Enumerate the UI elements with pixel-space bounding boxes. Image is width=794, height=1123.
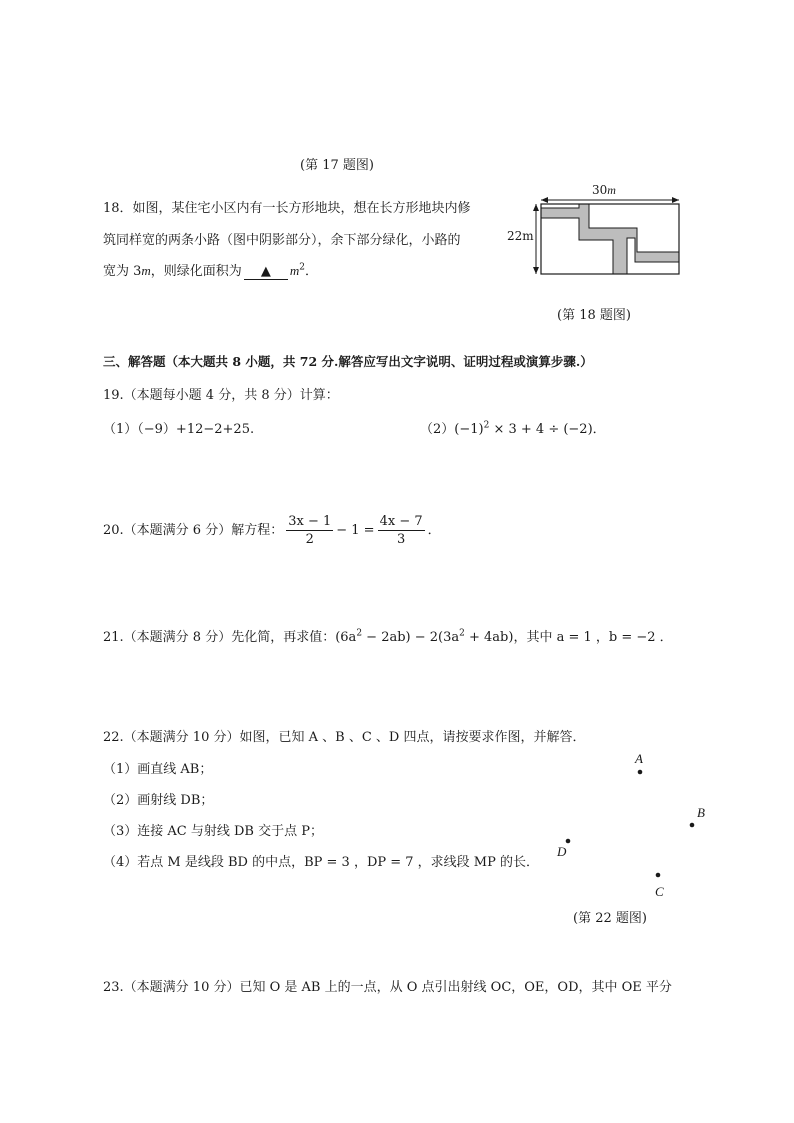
- width-arrow-right: [672, 197, 679, 203]
- q18-line2: 筑同样宽的两条小路（图中阴影部分），余下部分绿化，小路的: [103, 233, 461, 248]
- figure-17-caption: (第 17 题图): [300, 158, 374, 173]
- q18-area-unit: m: [289, 263, 300, 278]
- height-arrow-bottom: [533, 267, 539, 274]
- point-d-dot: [566, 839, 571, 844]
- figure-18-caption: (第 18 题图): [557, 308, 631, 323]
- q20-fraction-left: [286, 514, 333, 547]
- q18-figure: [527, 192, 687, 278]
- q18-period: ．: [304, 264, 318, 279]
- point-c-label: C: [655, 884, 664, 899]
- q19-part2-exponent: 2: [483, 420, 490, 431]
- q20-stem: 20.（本题满分 6 分）解方程：: [103, 523, 284, 538]
- point-b-label: B: [697, 805, 705, 820]
- q20-equation: [103, 514, 441, 547]
- q18-area-exponent: 2: [299, 262, 305, 273]
- q22-step2: （2）画射线 DB；: [103, 793, 214, 808]
- point-a-dot: [638, 770, 643, 775]
- height-arrow-top: [533, 204, 539, 211]
- path-edge-1: [541, 204, 579, 208]
- q20-frac2-denominator: 3: [396, 532, 406, 547]
- q19-part2-pre: （2）(−1): [420, 422, 484, 437]
- q19-part2: [420, 418, 606, 437]
- q19-stem: 19.（本题每小题 4 分，共 8 分）计算：: [103, 388, 339, 403]
- q21-line: [103, 626, 673, 645]
- q19-part2-post: × 3 + 4 ÷ (−2)．: [489, 422, 606, 437]
- q21-expr-b: − 2ab) − 2(3a: [362, 630, 460, 645]
- shaded-path-region: [541, 204, 679, 274]
- q18-unit-m: m: [141, 263, 151, 278]
- q22-stem: 22.（本题满分 10 分）如图，已知 A 、B 、C 、D 四点，请按要求作图，并解答．: [103, 730, 586, 745]
- q18-line3-pre: 宽为 3: [103, 264, 142, 279]
- q21-expr-c: + 4ab): [464, 630, 514, 645]
- q18-line3: [103, 260, 318, 280]
- path-edge-2: [589, 204, 679, 252]
- q18-line1: 18．如图，某住宅小区内有一长方形地块，想在长方形地块内修: [103, 201, 471, 216]
- point-a-label: A: [635, 751, 643, 766]
- triangle-icon: ▲: [260, 264, 271, 279]
- q18-line3-mid: ，则绿化面积为: [150, 264, 242, 279]
- q20-frac1-numerator: 3x − 1: [288, 514, 332, 529]
- point-b-dot: [690, 823, 695, 828]
- q18-answer-blank: [244, 264, 288, 280]
- q21-condition: ，其中 a = 1 ，b = −2 ．: [513, 630, 673, 645]
- q20-middle: − 1 =: [336, 523, 375, 538]
- width-arrow-left: [541, 197, 548, 203]
- path-edge-3: [541, 218, 613, 274]
- section-3-heading: 三、解答题（本大题共 8 小题，共 72 分.解答应写出文字说明、证明过程或演算步骤.）: [103, 354, 593, 369]
- q21-expr-a: (6a: [335, 630, 357, 645]
- q22-step4: （4）若点 M 是线段 BD 的中点，BP = 3 ，DP = 7 ，求线段 MP 的长．: [103, 855, 540, 870]
- q18-width-unit: m: [607, 183, 616, 197]
- q20-fraction-right: [378, 514, 425, 547]
- point-c-dot: [656, 873, 661, 878]
- q22-step3: （3）连接 AC 与射线 DB 交于点 P；: [103, 824, 323, 839]
- q20-frac2-numerator: 4x − 7: [379, 514, 423, 529]
- q20-frac1-denominator: 2: [305, 532, 314, 547]
- q23-stem: 23.（本题满分 10 分）已知 O 是 AB 上的一点，从 O 点引出射线 OC，OE，OD，其中 OE 平分: [103, 980, 672, 995]
- q21-stem: 21.（本题满分 8 分）先化简，再求值：: [103, 630, 336, 645]
- point-d-label: D: [557, 844, 567, 859]
- q22-step1: （1）画直线 AB；: [103, 762, 213, 777]
- q21-exp1: 2: [356, 628, 363, 639]
- q18-height-label: 22m: [507, 229, 534, 243]
- q20-end: ．: [427, 523, 441, 538]
- q19-part1: （1）（−9）+12−2+25.: [103, 422, 255, 437]
- q22-points-figure: [550, 745, 730, 905]
- q18-width-num: 30: [592, 183, 608, 197]
- q21-exp2: 2: [459, 628, 465, 639]
- figure-22-caption: (第 22 题图): [573, 911, 647, 926]
